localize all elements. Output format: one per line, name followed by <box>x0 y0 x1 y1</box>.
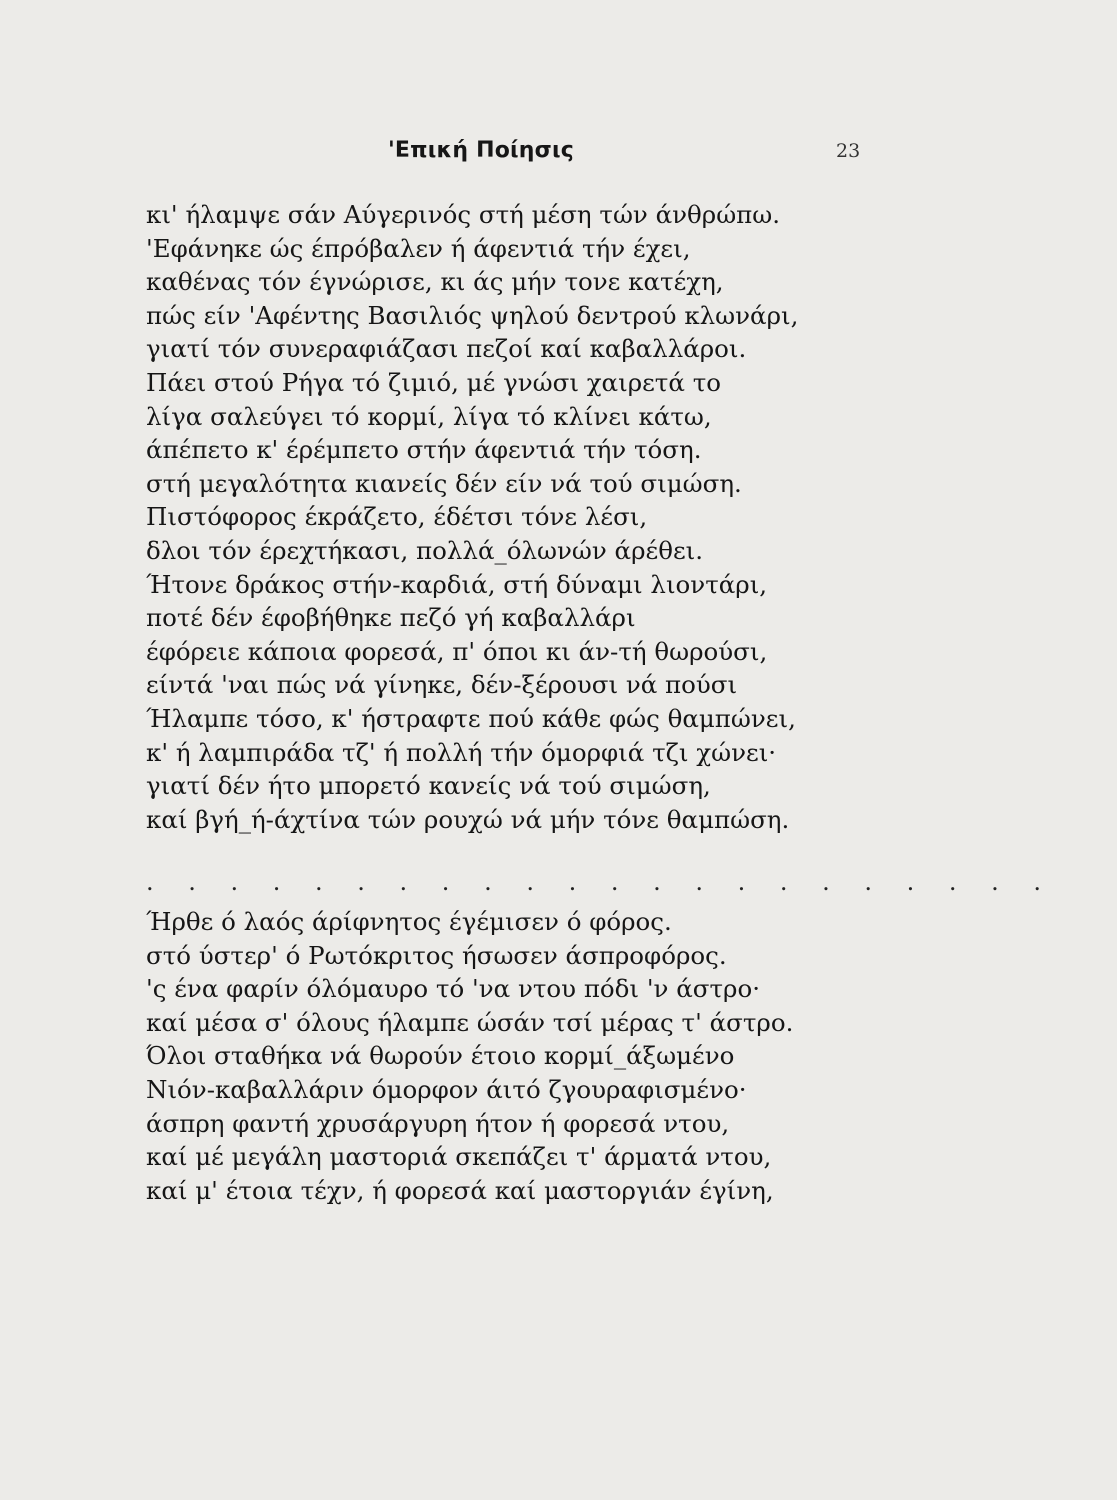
verse-line: είντά 'ναι πώς νά γίνηκε, δέν-ξέρουσι νά πούσι <box>146 670 738 700</box>
verse-line: Πάει στού Ρήγα τό ζιμιό, μέ γνώσι χαιρετά το <box>146 367 721 397</box>
verse-line: στή μεγαλότητα κιανείς δέν είν νά τού σιμώση. <box>146 468 742 498</box>
verse-line: καί μέ μεγάλη μαστοριά σκεπάζει τ' άρματά ντου, <box>146 1142 772 1172</box>
verse-line: 'ς ένα φαρίν όλόμαυρο τό 'να ντου πόδι 'ν άστρο· <box>146 974 760 1004</box>
verse-line: ποτέ δέν έφοβήθηκε πεζό γή καβαλλάρι <box>146 603 636 633</box>
section-break-dots: . . . . . . . . . . . . . . . . . . . . . . <box>146 868 1055 896</box>
verse-stanza-2 <box>146 905 793 1207</box>
verse-line: γιατί δέν ήτο μπορετό κανείς νά τού σιμώση, <box>146 771 711 801</box>
verse-line: άπέπετο κ' έρέμπετο στήν άφεντιά τήν τόση. <box>146 435 702 465</box>
verse-line: λίγα σαλεύγει τό κορμί, λίγα τό κλίνει κάτω, <box>146 401 712 431</box>
verse-line: καί μ' έτοια τέχν, ή φορεσά καί μαστοργιάν έγίνη, <box>146 1175 774 1205</box>
verse-line: άσπρη φαντή χρυσάργυρη ήτον ή φορεσά ντου, <box>146 1108 730 1138</box>
verse-line: Ήλαμπε τόσο, κ' ήστραφτε πού κάθε φώς θαμπώνει, <box>146 703 796 733</box>
verse-line: κ' ή λαμπιράδα τζ' ή πολλή τήν όμορφιά τζι χώνει· <box>146 737 777 767</box>
verse-line: Όλοι σταθήκα νά θωρούν έτοιο κορμί_άξωμένο <box>146 1041 735 1071</box>
verse-line: Νιόν-καβαλλάριν όμορφον άιτό ζγουραφισμένο· <box>146 1074 747 1104</box>
verse-line: γιατί τόν συνεραφιάζασι πεζοί καί καβαλλάροι. <box>146 334 747 364</box>
verse-line: δλοι τόν έρεχτήκασι, πολλά_όλωνών άρέθει. <box>146 535 704 565</box>
page-number: 23 <box>836 140 861 162</box>
verse-line: καί βγή_ή-άχτίνα τών ρουχώ νά μήν τόνε θαμπώση. <box>146 804 790 834</box>
verse-line: πώς είν 'Αφέντης Βασιλιός ψηλού δεντρού κλωνάρι, <box>146 300 799 330</box>
verse-line: καί μέσα σ' όλους ήλαμπε ώσάν τσί μέρας τ' άστρο. <box>146 1007 794 1037</box>
verse-line: κι' ήλαμψε σάν Αύγερινός στή μέση τών άνθρώπω. <box>146 200 781 229</box>
verse-line: στό ύστερ' ό Ρωτόκριτος ήσωσεν άσπροφόρος. <box>146 940 727 970</box>
verse-line: Ήρθε ό λαός άρίφνητος έγέμισεν ό φόρος. <box>146 907 672 936</box>
verse-line: Πιστόφορος έκράζετο, έδέτσι τόνε λέσι, <box>146 502 648 532</box>
verse-line: καθένας τόν έγνώρισε, κι άς μήν τονε κατέχη, <box>146 267 724 297</box>
verse-stanza-1 <box>146 198 798 836</box>
running-head-title: 'Επική Ποίησις <box>388 138 574 163</box>
verse-line: 'Εφάνηκε ώς έπρόβαλεν ή άφεντιά τήν έχει, <box>146 233 691 263</box>
verse-line: έφόρειε κάποια φορεσά, π' όποι κι άν-τή θωρούσι, <box>146 636 768 666</box>
verse-line: Ήτονε δράκος στήν-καρδιά, στή δύναμι λιοντάρι, <box>146 569 768 599</box>
